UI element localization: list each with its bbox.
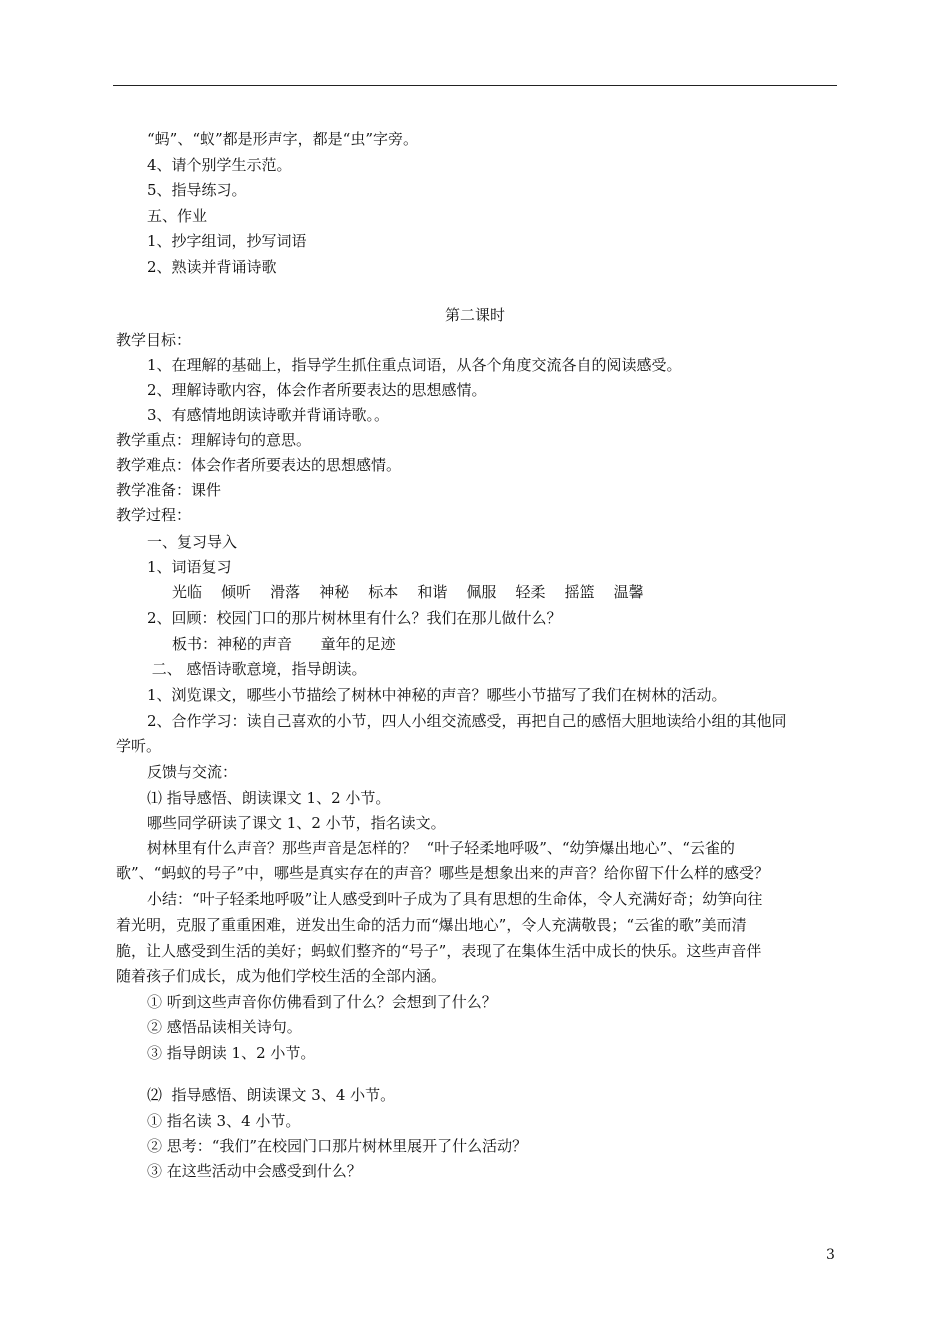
text-line: 一、复习导入 (147, 533, 238, 551)
text-line: 教学难点：体会作者所要表达的思想感情。 (116, 456, 402, 474)
text-line: ② 感悟品读相关诗句。 (147, 1018, 302, 1036)
text-line: 1、浏览课文，哪些小节描绘了树林中神秘的声音？哪些小节描写了我们在树林的活动。 (147, 686, 727, 704)
text-line: 教学过程： (116, 506, 192, 524)
text-line: 2、回顾：校园门口的那片树林里有什么？我们在那儿做什么？ (147, 609, 562, 627)
text-line: 4、请个别学生示范。 (147, 156, 292, 174)
text-line: 2、理解诗歌内容，体会作者所要表达的思想感情。 (147, 381, 487, 399)
text-line: 教学准备：课件 (116, 481, 222, 499)
text-line: 1、词语复习 (147, 558, 232, 576)
text-line: 2、合作学习：读自己喜欢的小节，四人小组交流感受，再把自己的感悟大胆地读给小组的其他同 (147, 712, 787, 730)
text-line: ③ 指导朗读 1、2 小节。 (147, 1044, 316, 1062)
text-line: 反馈与交流： (147, 763, 238, 781)
header-rule (113, 85, 837, 86)
text-line: 随着孩子们成长，成为他们学校生活的全部内涵。 (116, 967, 447, 985)
vocabulary-line: 光临 倾听 滑落 神秘 标本 和谐 佩服 轻柔 摇篮 温馨 (172, 583, 644, 601)
text-line: 五、作业 (147, 207, 208, 225)
text-line: “蚂”、“蚁”都是形声字，都是“虫”字旁。 (147, 130, 419, 148)
section-title: 第二课时 (444, 306, 505, 324)
text-line: 学听。 (116, 737, 162, 755)
text-line: 5、指导练习。 (147, 181, 247, 199)
text-line: 板书：神秘的声音 童年的足迹 (172, 635, 396, 653)
text-line: 1、在理解的基础上，指导学生抓住重点词语，从各个角度交流各自的阅读感受。 (147, 356, 682, 374)
page-number: 3 (826, 1247, 835, 1263)
text-line: 1、抄字组词，抄写词语 (147, 232, 307, 250)
text-line: 着光明，克服了重重困难，迸发出生命的活力而“爆出地心”，令人充满敬畏；“云雀的歌”美而清 (116, 916, 747, 934)
text-line: 歌”、“蚂蚁的号子”中，哪些是真实存在的声音？哪些是想象出来的声音？给你留下什么样的感受？ (116, 864, 770, 882)
text-line: 小结：“叶子轻柔地呼吸”让人感受到叶子成为了具有思想的生命体，令人充满好奇；幼笋向往 (147, 890, 763, 908)
text-line: 3、有感情地朗读诗歌并背诵诗歌。。 (147, 406, 390, 424)
text-line: ② 思考：“我们”在校园门口那片树林里展开了什么活动？ (147, 1137, 528, 1155)
text-line: 教学重点：理解诗句的意思。 (116, 431, 312, 449)
text-line: 哪些同学研读了课文 1、2 小节，指名读文。 (147, 814, 446, 832)
text-line: 2、熟读并背诵诗歌 (147, 258, 277, 276)
text-line: ① 听到这些声音你仿佛看到了什么？会想到了什么？ (147, 993, 497, 1011)
text-line: 脆，让人感受到生活的美好；蚂蚁们整齐的“号子”，表现了在集体生活中成长的快乐。这些声音伴 (116, 942, 762, 960)
text-line: ⑴ 指导感悟、朗读课文 1、2 小节。 (147, 789, 391, 807)
text-line: 二、 感悟诗歌意境，指导朗读。 (147, 660, 367, 678)
text-line: ① 指名读 3、4 小节。 (147, 1112, 301, 1130)
text-line: ③ 在这些活动中会感受到什么？ (147, 1162, 362, 1180)
text-line: 树林里有什么声音？那些声音是怎样的？ “叶子轻柔地呼吸”、“幼笋爆出地心”、“云雀的 (147, 839, 735, 857)
text-line: ⑵ 指导感悟、朗读课文 3、4 小节。 (147, 1086, 396, 1104)
text-line: 教学目标： (116, 331, 192, 349)
